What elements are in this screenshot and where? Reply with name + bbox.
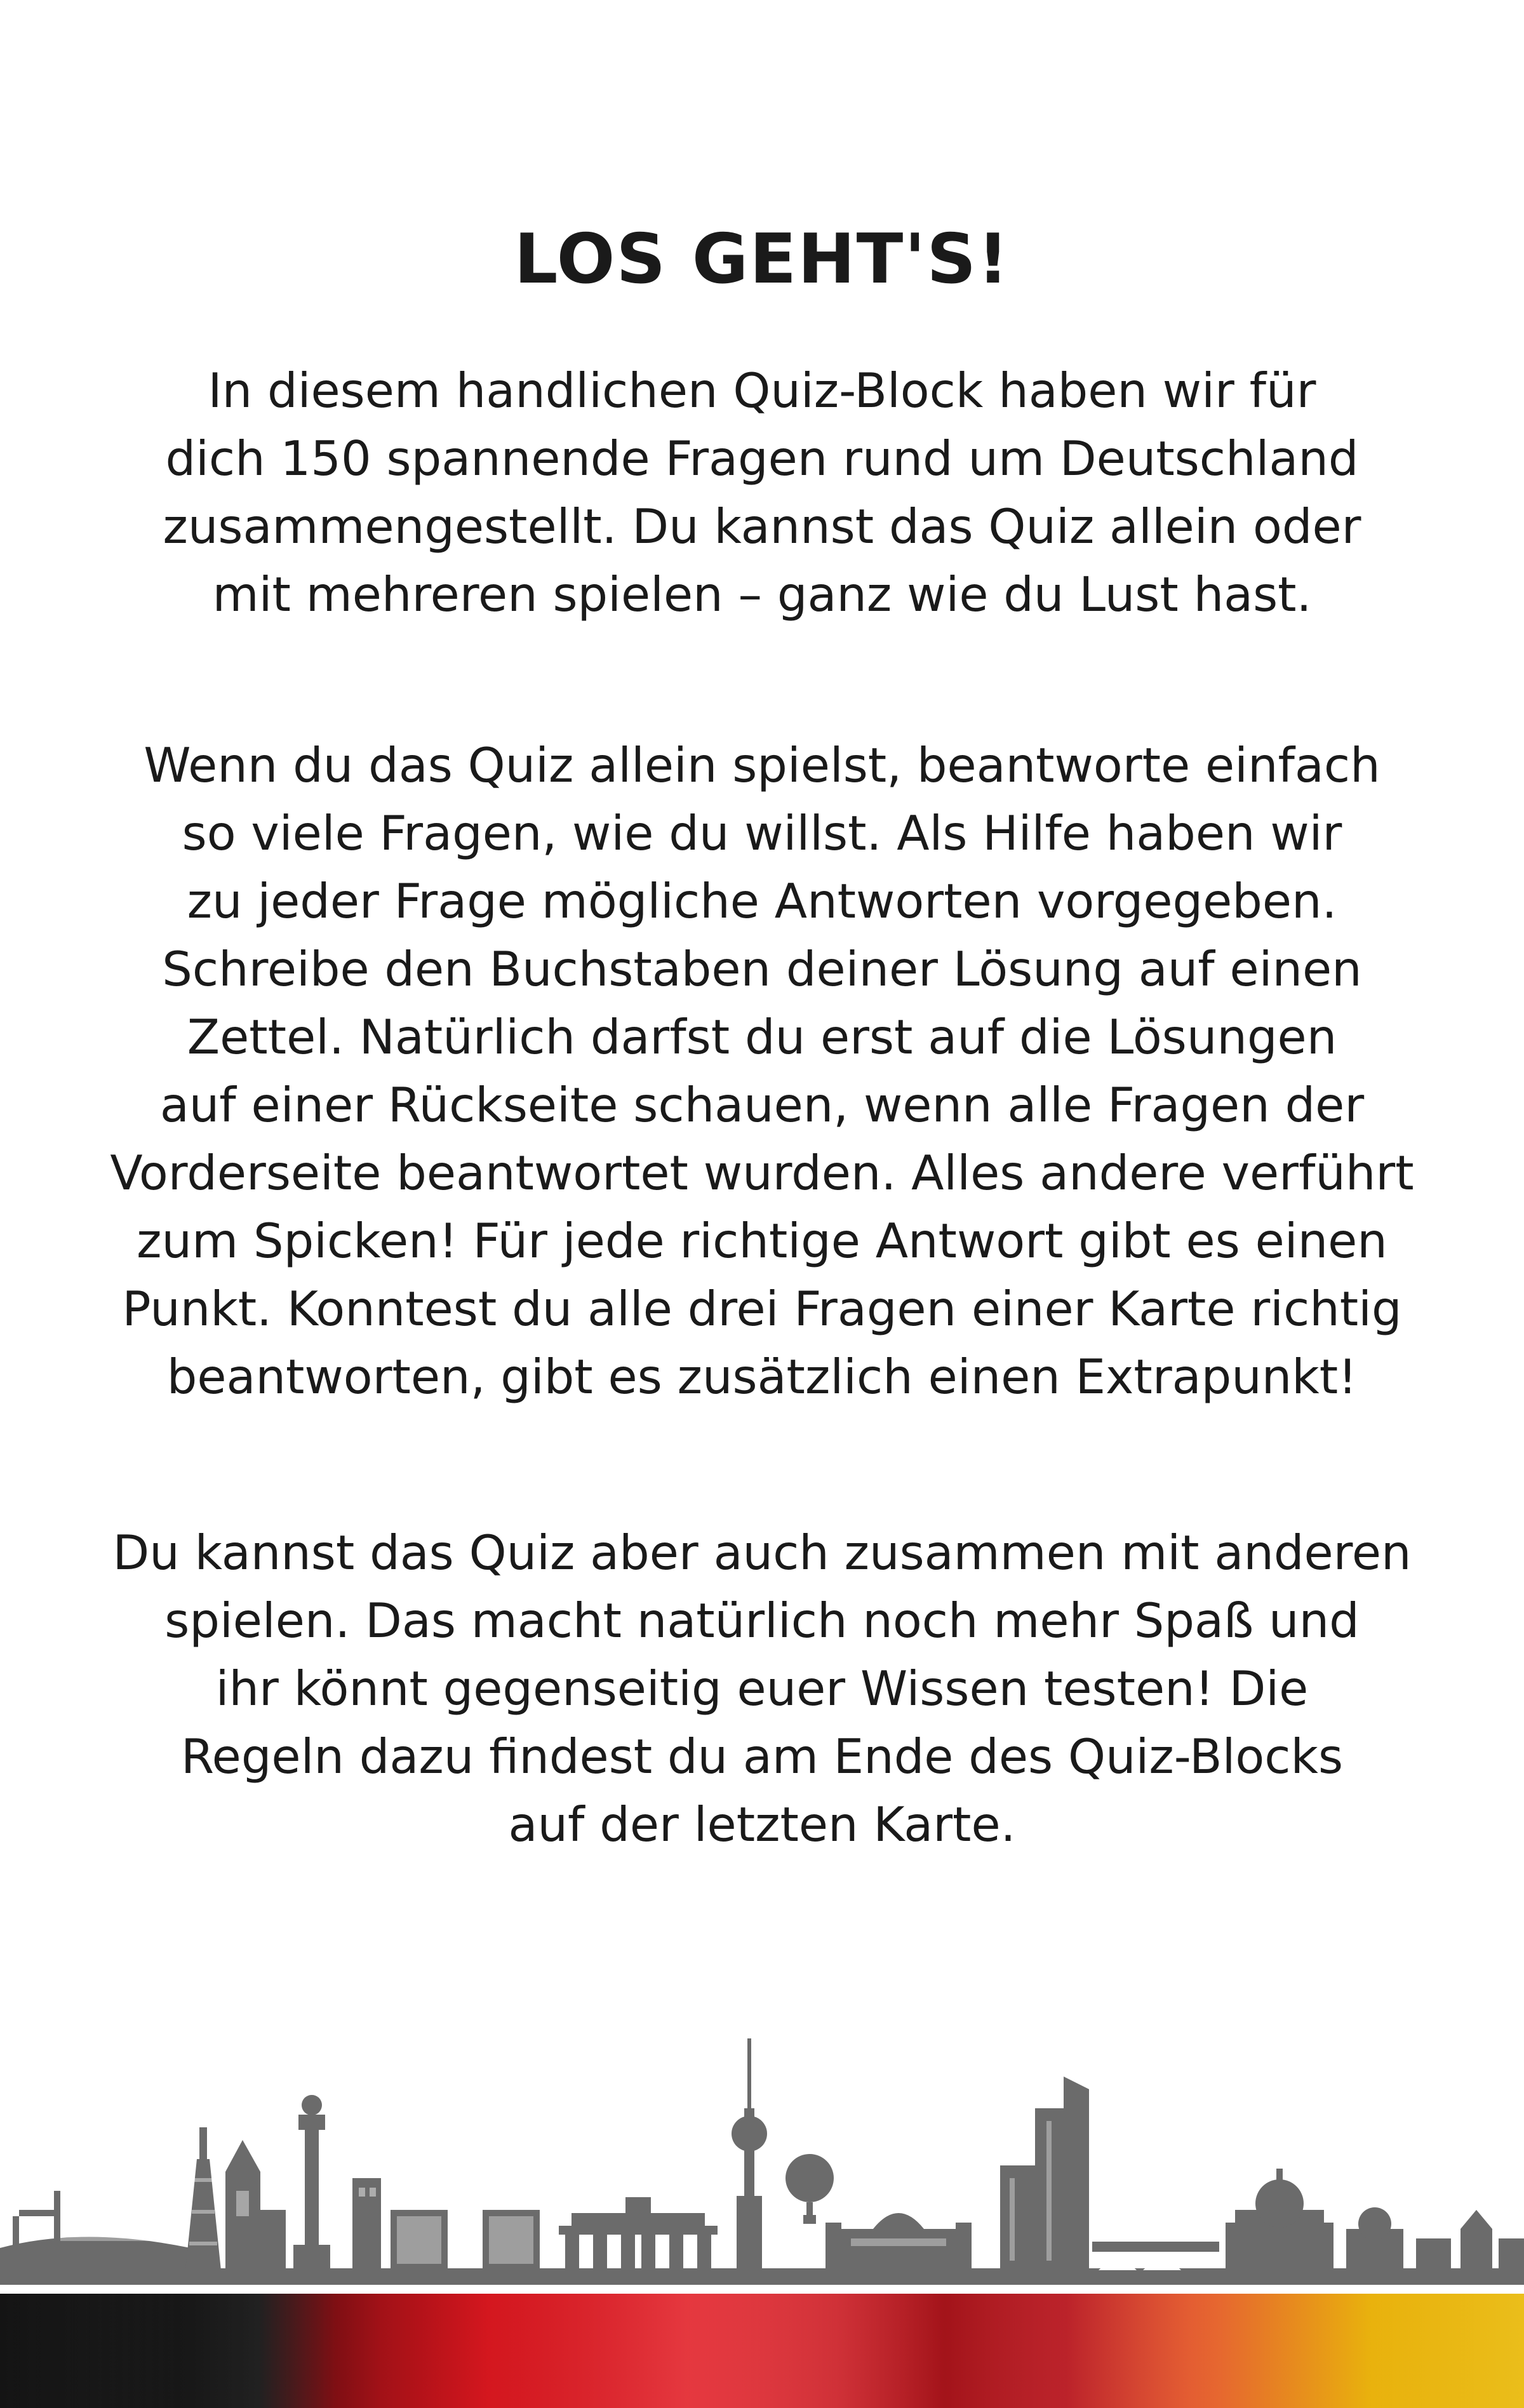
text-line: mit mehreren spielen – ganz wie du Lust hast. bbox=[212, 566, 1312, 622]
text-line: Zettel. Natürlich darfst du erst auf die Lösungen bbox=[187, 1009, 1337, 1065]
reichstag-icon bbox=[826, 2213, 972, 2270]
balloon-icon bbox=[785, 2154, 834, 2224]
text-line: Punkt. Konntest du alle drei Fragen einer Karte richtig bbox=[122, 1281, 1402, 1337]
tv-tower-icon bbox=[732, 2038, 767, 2270]
text-line: zu jeder Frage mögliche Antworten vorgegeben. bbox=[187, 873, 1337, 929]
intro-paragraph bbox=[51, 357, 1473, 629]
victory-column-icon bbox=[293, 2095, 330, 2270]
text-line: spielen. Das macht natürlich noch mehr Spaß und bbox=[164, 1593, 1360, 1649]
text-line: Vorderseite beantwortet wurden. Alles andere verführt bbox=[110, 1145, 1414, 1201]
memorial-church-icon bbox=[225, 2140, 286, 2270]
text-line: Du kannst das Quiz aber auch zusammen mit anderen bbox=[112, 1525, 1412, 1581]
text-line: auf einer Rückseite schauen, wenn alle Fragen der bbox=[159, 1077, 1365, 1133]
church-dome-icon bbox=[1346, 2207, 1524, 2270]
text-line: Schreibe den Buchstaben deiner Lösung auf einen bbox=[162, 941, 1362, 997]
solo-rules-paragraph bbox=[51, 732, 1473, 1411]
text-line: beantworten, gibt es zusätzlich einen Extrapunkt! bbox=[166, 1349, 1358, 1405]
text-line: zum Spicken! Für jede richtige Antwort gibt es einen bbox=[137, 1213, 1387, 1269]
skyscraper-icon bbox=[1000, 2077, 1089, 2270]
text-line: Wenn du das Quiz allein spielst, beantworte einfach bbox=[144, 737, 1380, 793]
text-line: so viele Fragen, wie du willst. Als Hilfe haben wir bbox=[182, 805, 1342, 861]
flag-fold-shading bbox=[0, 2294, 1524, 2408]
text-line: ihr könnt gegenseitig euer Wissen testen! Die bbox=[215, 1661, 1309, 1716]
page-title: LOS GEHT'S! bbox=[514, 220, 1010, 299]
bridge-icon bbox=[1092, 2242, 1219, 2270]
text-line: auf der letzten Karte. bbox=[508, 1796, 1016, 1852]
text-line: In diesem handlichen Quiz-Block haben wir für bbox=[208, 363, 1316, 418]
berlin-skyline-illustration bbox=[0, 2019, 1524, 2292]
german-flag-band bbox=[0, 2294, 1524, 2408]
text-line: zusammengestellt. Du kannst das Quiz allein oder bbox=[163, 498, 1361, 554]
group-rules-paragraph bbox=[51, 1519, 1473, 1859]
brandenburg-gate-icon bbox=[559, 2197, 718, 2270]
office-tower-icon bbox=[352, 2178, 381, 2270]
text-line: dich 150 spannende Fragen rund um Deutschland bbox=[165, 431, 1359, 486]
skyline-ground bbox=[0, 2268, 1524, 2285]
cathedral-icon bbox=[1226, 2169, 1334, 2270]
olympic-stadium-icon bbox=[0, 2191, 190, 2270]
grid-building-icon bbox=[391, 2210, 448, 2270]
grid-building-icon bbox=[483, 2210, 540, 2270]
text-line: Regeln dazu findest du am Ende des Quiz-Blocks bbox=[180, 1729, 1344, 1784]
radio-tower-icon bbox=[185, 2127, 221, 2270]
